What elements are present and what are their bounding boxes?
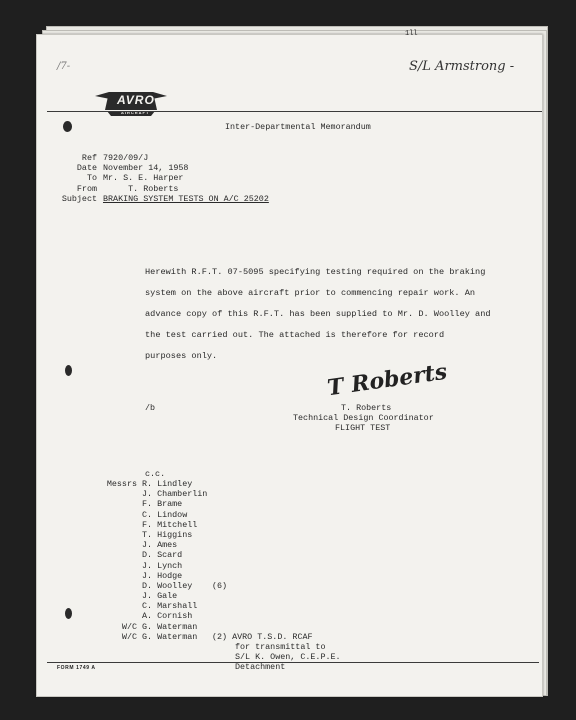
signature: T Roberts <box>325 358 449 402</box>
cc-recipient: D. Woolley (6) <box>142 580 228 591</box>
cc-recipient: C. Lindow <box>142 509 188 520</box>
cc-recipient: W/C G. Waterman <box>121 621 198 632</box>
field-from: From T. Roberts <box>76 183 179 194</box>
cc-recipient: J. Ames <box>142 540 178 551</box>
cc-recipient: C. Marshall <box>142 601 198 612</box>
logo-text: AVRO <box>117 93 155 107</box>
body-line: purposes only. <box>145 351 218 361</box>
field-ref: Ref 7920/09/J <box>81 153 149 163</box>
memo-body <box>145 267 535 372</box>
logo-subtext: AIRCRAFT <box>121 110 150 115</box>
body-line: system on the above aircraft prior to commencing repair work. An <box>145 288 476 298</box>
memo-page <box>36 30 543 697</box>
signer-department: FLIGHT TEST <box>335 423 391 434</box>
avro-logo <box>95 90 167 116</box>
cc-continuation: for transmittal to <box>235 642 326 652</box>
punch-hole <box>65 608 72 619</box>
footer-rule <box>47 662 539 663</box>
cc-label: c.c. <box>145 469 166 479</box>
cc-continuation: Detachment <box>235 662 286 673</box>
field-to: To Mr. S. E. Harper <box>86 173 184 184</box>
handwritten-name-armstrong: S/L Armstrong - <box>409 59 515 74</box>
memo-fields <box>51 153 269 204</box>
form-number: FORM 1749 A <box>57 665 96 671</box>
cc-recipient: W/C G. Waterman (2) AVRO T.S.D. RCAF <box>121 631 313 642</box>
punch-hole <box>65 365 72 376</box>
cc-recipient: F. Brame <box>142 499 183 510</box>
cc-list <box>95 479 341 673</box>
memo-heading: Inter-Departmental Memorandum <box>225 122 371 132</box>
signature-block <box>293 403 434 434</box>
body-line: Herewith R.F.T. 07-5095 specifying testing required on the braking <box>145 267 486 277</box>
cc-recipient: J. Gale <box>142 591 178 602</box>
typist-reference: /b <box>145 403 156 413</box>
signer-name: T. Roberts <box>341 403 392 413</box>
top-mark: 1ll <box>405 30 418 38</box>
cc-continuation: S/L K. Owen, C.E.P.E. <box>235 652 341 663</box>
punch-hole <box>63 121 72 132</box>
signer-title: Technical Design Coordinator <box>293 413 434 424</box>
handwritten-note-top-left: /7- <box>57 61 71 72</box>
cc-recipient: J. Hodge <box>142 570 183 581</box>
cc-recipient: J. Chamberlin <box>142 489 208 500</box>
cc-recipient: J. Lynch <box>142 560 183 571</box>
header-rule <box>47 111 542 112</box>
cc-recipient: F. Mitchell <box>142 519 198 530</box>
field-date: Date November 14, 1958 <box>76 163 189 174</box>
cc-recipient: T. Higgins <box>142 529 193 540</box>
cc-recipient: A. Cornish <box>142 611 193 622</box>
cc-recipient: Messrs R. Lindley <box>106 479 193 489</box>
body-line: advance copy of this R.F.T. has been supplied to Mr. D. Woolley and <box>145 309 491 319</box>
body-line: the test carried out. The attached is therefore for record <box>145 330 445 340</box>
cc-recipient: D. Scard <box>142 550 183 561</box>
field-subject: Subject BRAKING SYSTEM TESTS ON A/C 25202 <box>61 193 269 204</box>
